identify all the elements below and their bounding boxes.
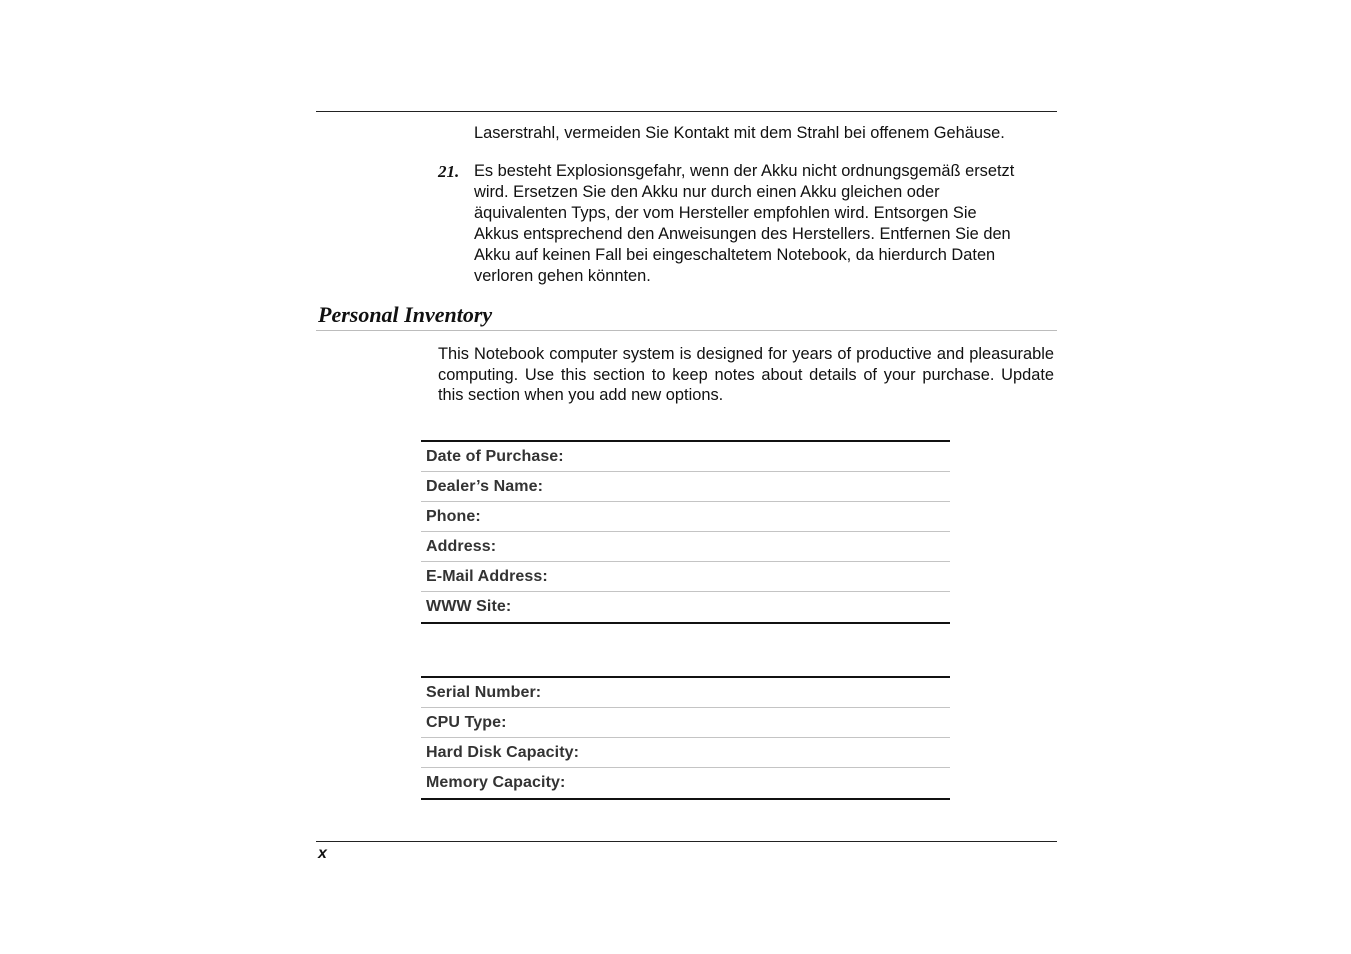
field-label-www-site: WWW Site:: [426, 598, 512, 615]
table-row: [421, 562, 950, 592]
table-row: [421, 738, 950, 768]
field-label-hard-disk-capacity: Hard Disk Capacity:: [426, 744, 580, 761]
item-number: 21.: [438, 162, 460, 181]
table-row: [421, 532, 950, 562]
field-label-memory-capacity: Memory Capacity:: [426, 774, 566, 791]
item-21-line: wird. Ersetzen Sie den Akku nur durch einen Akku gleichen oder: [474, 183, 940, 201]
intro-paragraph: This Notebook computer system is designed for years of productive and pleasurable computing. Use this section to keep notes about details of your purchase. Update this section when you add new options.: [438, 345, 1054, 404]
continuation-paragraph: Laserstrahl, vermeiden Sie Kontakt mit dem Strahl bei offenem Gehäuse.: [474, 124, 1005, 142]
field-label-cpu-type: CPU Type:: [426, 714, 507, 731]
item-21-line: Akku auf keinen Fall bei eingeschaltetem Notebook, da hierdurch Daten: [474, 246, 996, 264]
dealer-info-table: [421, 440, 950, 624]
table-row: [421, 708, 950, 738]
footer-rule: [316, 841, 1057, 842]
item-21-line: Akkus entsprechend den Anweisungen des Herstellers. Entfernen Sie den: [474, 225, 1011, 243]
field-label-dealer-name: Dealer’s Name:: [426, 478, 544, 495]
section-heading: Personal Inventory: [318, 302, 493, 327]
field-label-phone: Phone:: [426, 508, 481, 525]
table-row: [421, 502, 950, 532]
header-rule: [316, 111, 1057, 112]
table-row: [421, 768, 950, 798]
table-row: [421, 442, 950, 472]
field-label-address: Address:: [426, 538, 497, 555]
table-row: [421, 592, 950, 622]
field-label-date-of-purchase: Date of Purchase:: [426, 448, 564, 465]
item-21-line: äquivalenten Typs, der vom Hersteller empfohlen wird. Entsorgen Sie: [474, 204, 977, 222]
page-number: x: [318, 845, 327, 862]
item-21-text: [474, 161, 1056, 287]
table-row: [421, 472, 950, 502]
table-row: [421, 678, 950, 708]
section-rule: [316, 330, 1057, 331]
item-21-line: verloren gehen könnten.: [474, 267, 651, 285]
system-info-table: [421, 676, 950, 800]
field-label-email-address: E-Mail Address:: [426, 568, 548, 585]
field-label-serial-number: Serial Number:: [426, 684, 542, 701]
item-21-line: Es besteht Explosionsgefahr, wenn der Akku nicht ordnungsgemäß ersetzt: [474, 162, 1015, 180]
